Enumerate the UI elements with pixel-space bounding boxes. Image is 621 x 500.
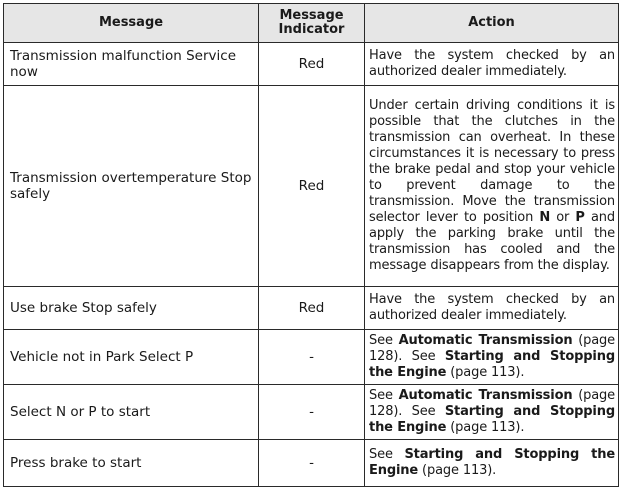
- table-row: [4, 86, 619, 287]
- action-cell: [365, 86, 619, 287]
- table-row: [4, 287, 619, 330]
- action-cell: [365, 330, 619, 385]
- action-run-text: (page 128). See: [369, 333, 615, 364]
- action-run-text: See: [369, 388, 399, 403]
- action-bold-text: P: [575, 210, 585, 225]
- indicator-cell: -: [259, 440, 365, 487]
- action-text: [369, 388, 615, 436]
- indicator-cell: -: [259, 385, 365, 440]
- table-row: [4, 385, 619, 440]
- action-run-text: Have the system checked by an authorized dealer immediately.: [369, 292, 615, 323]
- header-indicator: Message Indicator: [259, 4, 365, 43]
- message-cell: Select N or P to start: [4, 385, 259, 440]
- action-run-text: (page 128). See: [369, 388, 615, 419]
- message-cell: Use brake Stop safely: [4, 287, 259, 330]
- action-run-text: (page 113).: [446, 420, 525, 435]
- table-row: [4, 43, 619, 86]
- action-run-text: or: [550, 210, 576, 225]
- message-cell: Press brake to start: [4, 440, 259, 487]
- action-bold-text: N: [539, 210, 551, 225]
- table-header: [4, 4, 619, 43]
- action-run-text: (page 113).: [418, 463, 497, 478]
- action-bold-text: Starting and Stopping the Engine: [369, 447, 616, 478]
- indicator-cell: Red: [259, 86, 365, 287]
- indicator-cell: Red: [259, 43, 365, 86]
- message-cell: Vehicle not in Park Select P: [4, 330, 259, 385]
- action-text: [369, 98, 615, 274]
- action-run-text: (page 113).: [446, 365, 525, 380]
- message-cell: Transmission malfunction Service now: [4, 43, 259, 86]
- table-body: [4, 43, 619, 487]
- action-cell: [365, 385, 619, 440]
- action-run-text: Under certain driving conditions it is possible that the clutches in the transmission can overheat. In these circumstances it is necessary to press the brake pedal and stop your vehicle to prevent damage to the transmission. Move the transmission selector lever to position: [369, 98, 615, 225]
- message-table: [3, 3, 619, 487]
- action-cell: [365, 43, 619, 86]
- table-row: [4, 330, 619, 385]
- table-row: [4, 440, 619, 487]
- action-bold-text: Automatic Transmission: [398, 333, 573, 348]
- action-cell: [365, 440, 619, 487]
- action-run-text: See: [369, 333, 399, 348]
- action-text: [369, 48, 615, 80]
- header-message: Message: [4, 4, 259, 43]
- action-run-text: See: [369, 447, 405, 462]
- header-action: Action: [365, 4, 619, 43]
- action-run-text: and apply the parking brake until the transmission has cooled and the message disappears from the display.: [369, 210, 615, 273]
- action-bold-text: Automatic Transmission: [398, 388, 573, 403]
- header-row: [4, 4, 619, 43]
- action-text: [369, 333, 615, 381]
- message-cell: Transmission overtemperature Stop safely: [4, 86, 259, 287]
- action-cell: [365, 287, 619, 330]
- action-run-text: Have the system checked by an authorized dealer immediately.: [369, 48, 615, 79]
- indicator-cell: Red: [259, 287, 365, 330]
- indicator-cell: -: [259, 330, 365, 385]
- action-text: [369, 292, 615, 324]
- action-text: [369, 447, 615, 479]
- action-bold-text: Starting and Stopping the Engine: [369, 404, 615, 435]
- action-bold-text: Starting and Stopping the Engine: [369, 349, 615, 380]
